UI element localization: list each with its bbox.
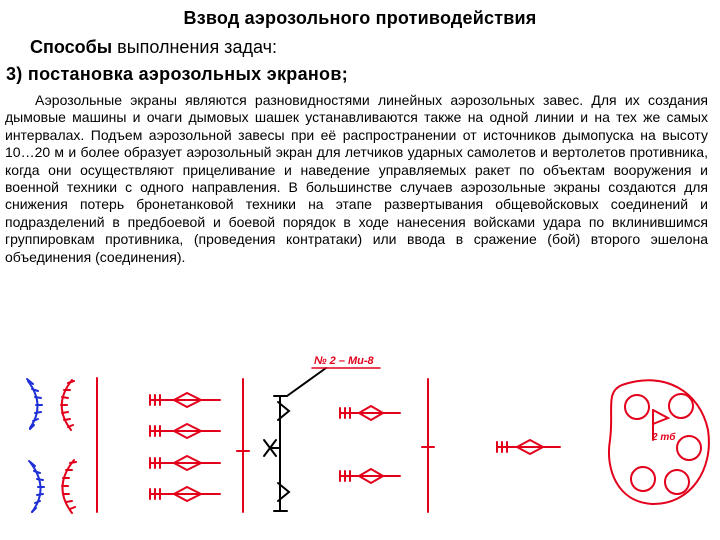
smoke-sources-middle (340, 406, 400, 483)
smoke-sources-left (150, 393, 220, 501)
subtitle-bold: Способы (30, 37, 113, 57)
own-position-top (61, 380, 74, 430)
helicopter-label: № 2 – Ми-8 (314, 355, 374, 367)
own-position-bottom (62, 460, 76, 513)
smoke-line-2 (237, 379, 249, 512)
enemy-position-top (27, 379, 42, 429)
smoke-source-right (497, 440, 560, 454)
section-heading: 3) постановка аэрозольных экранов; (6, 64, 349, 84)
body-paragraph: Аэрозольные экраны являются разновидностями линейных аэрозольных завес. Для их создания дымовые машины и очаги дымовых шашек устанавливаются также на одной линии и на тех же самых интервалах. Подъем аэрозольной завесы при её распространении от источников дымопуска на высоту 10…20 м и более образует аэрозольный экран для летчиков ударных самолетов и вертолетов противника, когда они осуществляют прицеливание и наведение управляемых ракет по объектам вооружения и военной техники с одного направления. В большинстве случаев аэрозольные экраны создаются для снижения потерь бронетанковой техники на этапе развертывания общевойсковых соединений и подразделений в предбоевой и боевой порядок в ходе нанесения войсками удара по вклинившимся группировкам противника, (проведения контратаки) или ввода в сражение (бой) второго эшелона объединения (соединения). (5, 92, 708, 265)
page-title: Взвод аэрозольного противодействия (183, 8, 537, 28)
helicopter-smoke-line (264, 368, 326, 511)
enemy-position-bottom (29, 461, 44, 512)
unit-label: 2 тб (652, 432, 676, 443)
smoke-line-3 (422, 379, 434, 512)
subtitle-rest: выполнения задач: (112, 37, 277, 57)
